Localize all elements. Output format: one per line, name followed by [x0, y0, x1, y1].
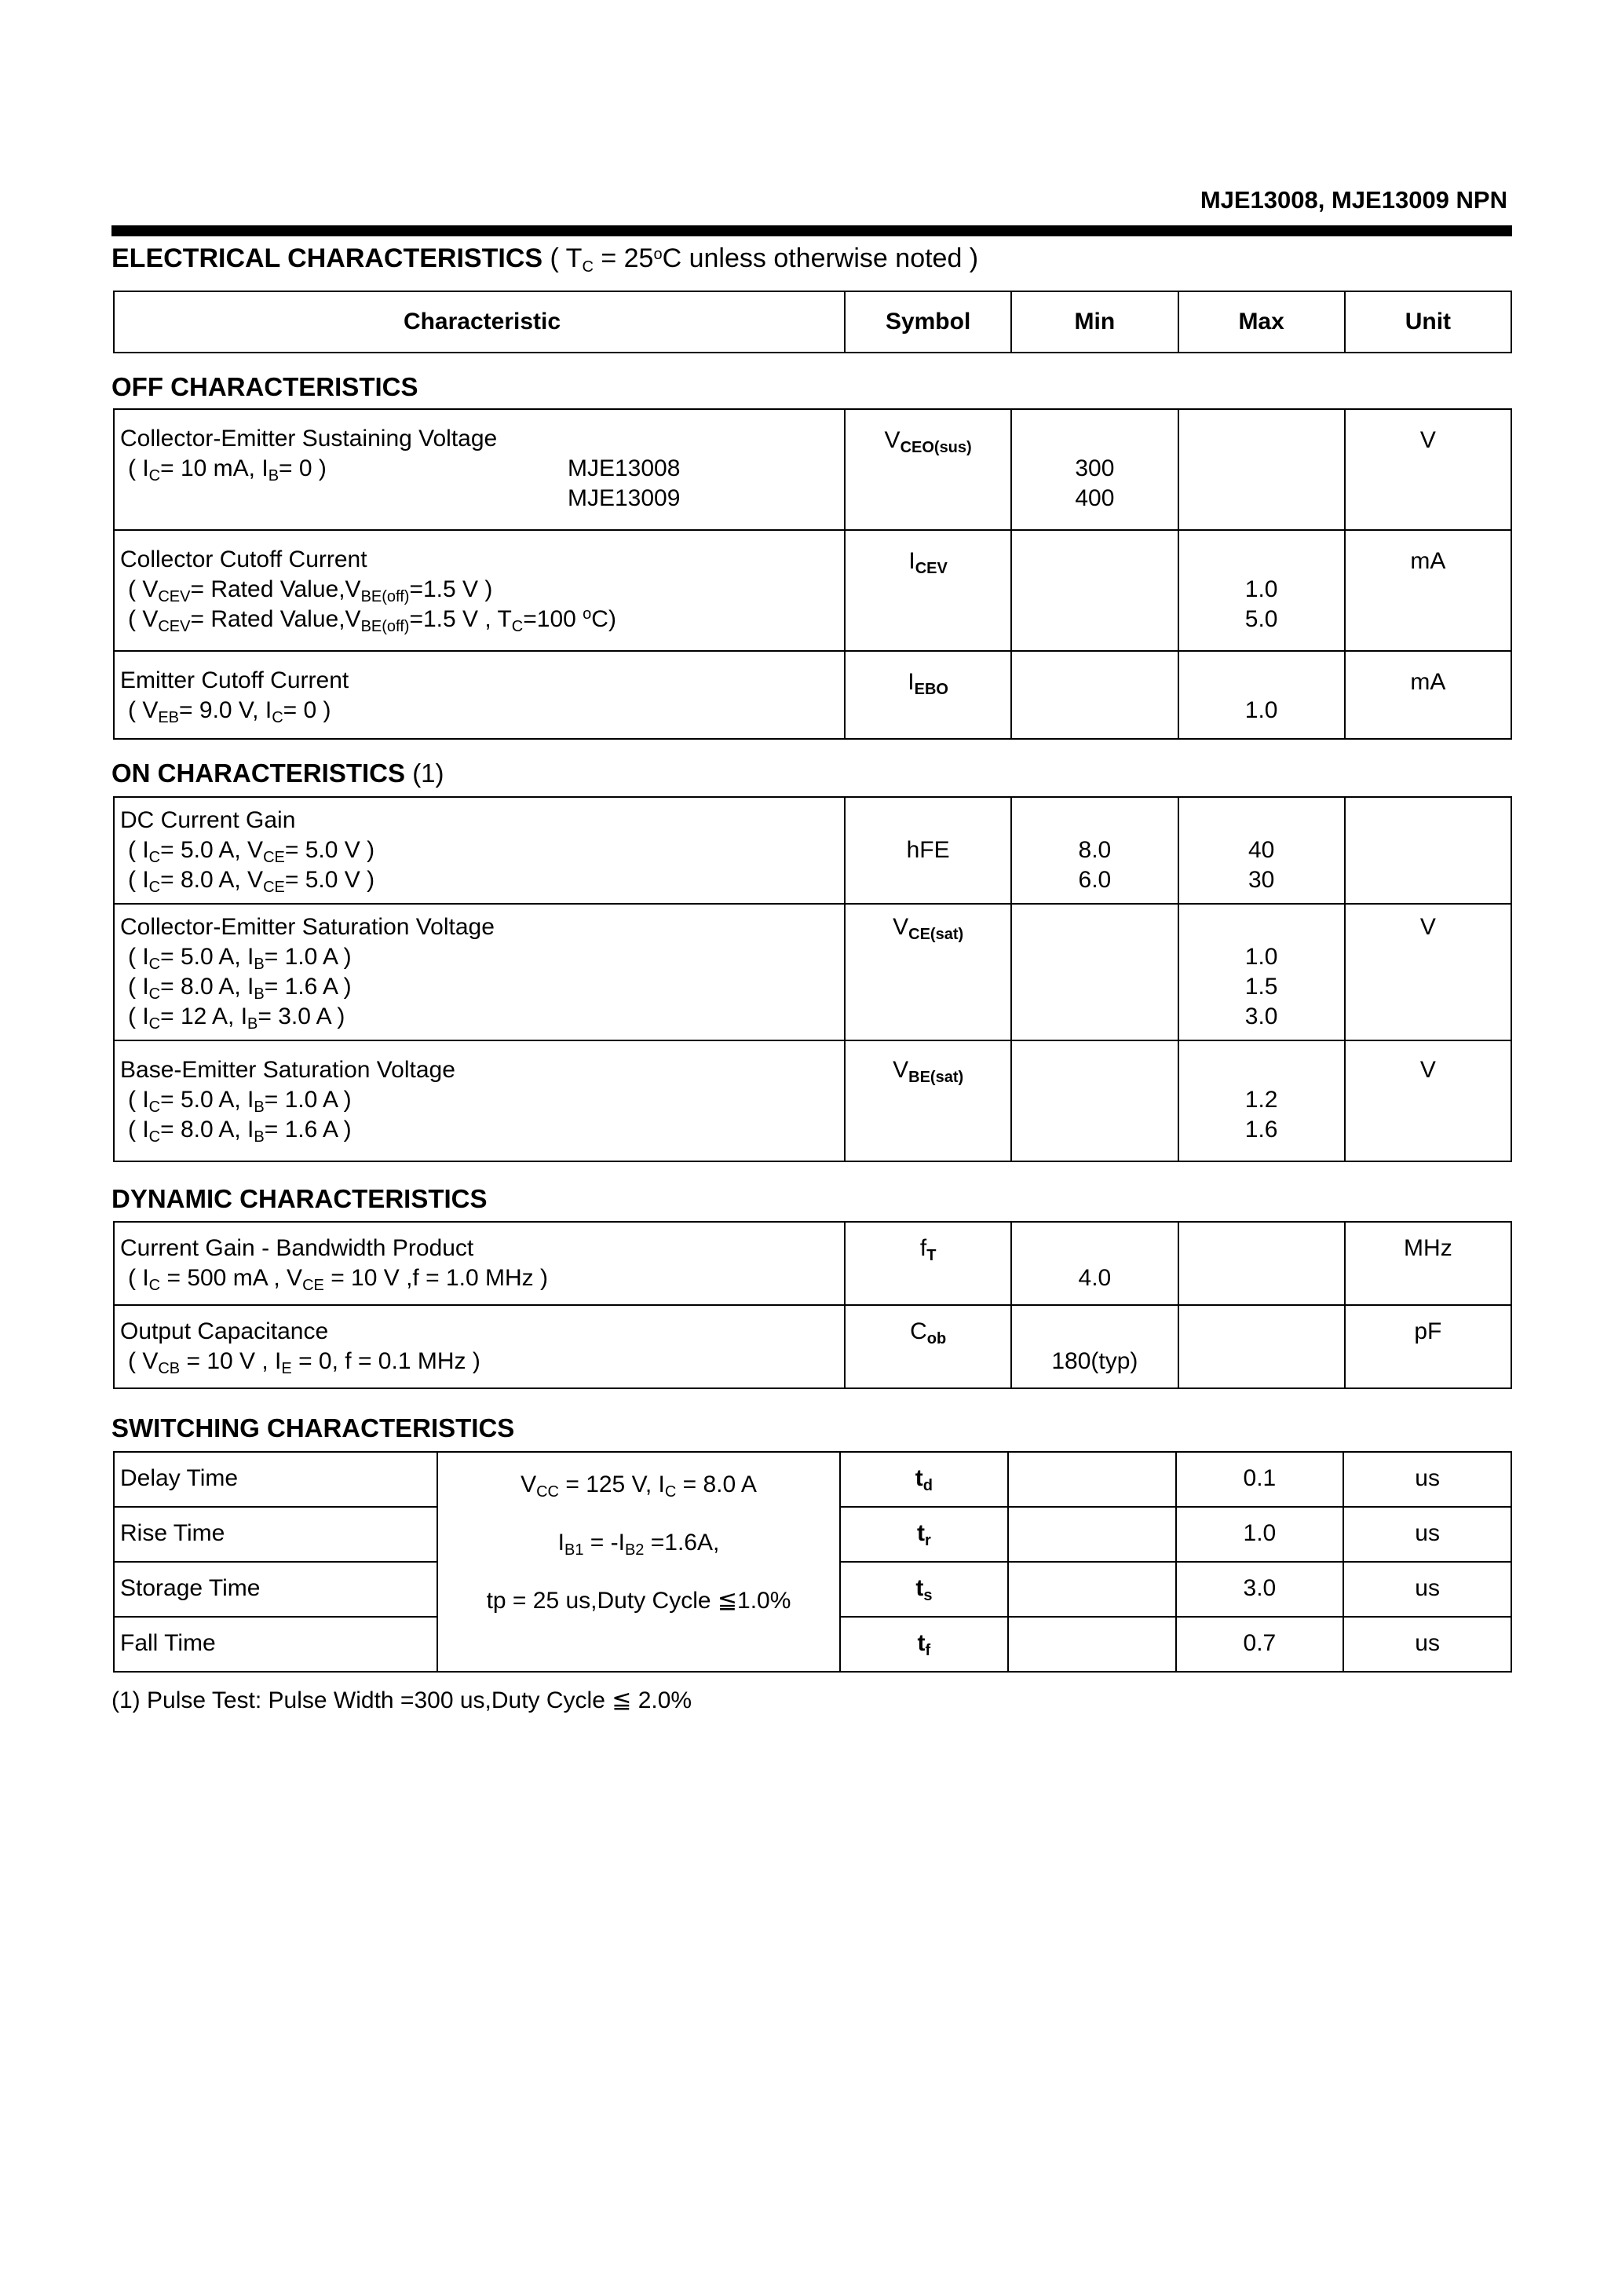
hfe-symbol: hFE: [845, 797, 1011, 904]
tr-unit: us: [1343, 1507, 1511, 1562]
title-condition: ( $T_C = 25^oC$ unless otherwise noted ): [550, 243, 979, 276]
iebo-max: 1.0: [1178, 651, 1345, 739]
ts-unit: us: [1343, 1562, 1511, 1617]
cob-cond: ( $V_{CB} = 10$ V , $I_E = 0$, f = 0.1 MHz ): [128, 1348, 480, 1377]
dynamic-table: [113, 1221, 1512, 1389]
title-main: ELECTRICAL CHARACTERISTICS: [111, 243, 543, 273]
td-max: 0.1: [1176, 1452, 1344, 1507]
section-on: ON CHARACTERISTICS (1): [111, 759, 444, 788]
vceo-cond: ( $I_C= 10$ mA, $I_B= 0$ ) MJE13008: [128, 455, 681, 484]
table-row: [114, 1305, 1511, 1388]
hfe-name: DC Current Gain: [120, 807, 296, 833]
table-row: [114, 904, 1511, 1040]
col-characteristic: Characteristic: [114, 291, 845, 353]
vceo-name: Collector-Emitter Sustaining Voltage: [120, 426, 498, 452]
on-table: [113, 796, 1512, 1162]
vbesat-max: 1.2 1.6: [1178, 1040, 1345, 1161]
rise-time-label: Rise Time: [114, 1507, 437, 1562]
col-max: Max: [1178, 291, 1345, 353]
header-table: [113, 291, 1512, 353]
vceo-symbol: $V_{CEO(sus)}$: [845, 409, 1011, 530]
cob-min: 180(typ): [1011, 1305, 1178, 1388]
tf-max: 0.7: [1176, 1617, 1344, 1672]
ft-min: 4.0: [1011, 1222, 1178, 1305]
vbesat-cond-2: ( $I_C= 8.0$ A, $I_B= 1.6$ A ): [128, 1117, 352, 1146]
ft-cond: ( $I_C = 500$ mA , $V_{CE} = 10$ V ,f = 1.0 MHz ): [128, 1265, 548, 1294]
section-off: OFF CHARACTERISTICS: [111, 372, 418, 401]
ft-name: Current Gain - Bandwidth Product: [120, 1235, 474, 1261]
vcesat-cond-3: ( $I_C= 12$ A, $I_B= 3.0$ A ): [128, 1004, 345, 1033]
vceo-device: MJE13009: [568, 485, 681, 511]
section-switching: SWITCHING CHARACTERISTICS: [111, 1413, 515, 1442]
icev-cond-2: ( $V_{CEV}=$ Rated $Value,V_{BE(off)}=1.5$ V , $T_C=100$ $^o$C): [128, 605, 616, 635]
col-min: Min: [1011, 291, 1178, 353]
hfe-cond-2: ( $I_C= 8.0$ A, $V_{CE}= 5.0$ V ): [128, 867, 375, 896]
delay-time-label: Delay Time: [114, 1452, 437, 1507]
icev-unit: mA: [1345, 530, 1511, 651]
vcesat-cond-1: ( $I_C= 5.0$ A, $I_B= 1.0$ A ): [128, 944, 352, 973]
cob-name: Output Capacitance: [120, 1318, 329, 1344]
vcesat-unit: V: [1345, 904, 1511, 1040]
hfe-cond-1: ( $I_C= 5.0$ A, $V_{CE}= 5.0$ V ): [128, 837, 375, 866]
table-row: [114, 1222, 1511, 1305]
icev-name: Collector Cutoff Current: [120, 547, 367, 572]
vbesat-unit: V: [1345, 1040, 1511, 1161]
cob-unit: pF: [1345, 1305, 1511, 1388]
vbesat-symbol: $V_{BE(sat)}$: [845, 1040, 1011, 1161]
tf-unit: us: [1343, 1617, 1511, 1672]
ts-max: 3.0: [1176, 1562, 1344, 1617]
table-row: [114, 1040, 1511, 1161]
table-row: [114, 1452, 1511, 1507]
td-unit: us: [1343, 1452, 1511, 1507]
vceo-unit: V: [1345, 409, 1511, 530]
vbesat-name: Base-Emitter Saturation Voltage: [120, 1057, 455, 1083]
page-title: [111, 243, 978, 274]
vbesat-cond-1: ( $I_C= 5.0$ A, $I_B= 1.0$ A ): [128, 1087, 352, 1116]
cob-symbol: $C_{ob}$: [845, 1305, 1011, 1388]
switching-conditions: $V_{CC} = 125$ V, $I_C = 8.0$ A $I_{B1} = -I_{B2} =1.6A$, tp = 25 us,Duty Cycle ≦1.0%: [437, 1452, 840, 1672]
iebo-name: Emitter Cutoff Current: [120, 667, 349, 693]
header-rule: [111, 225, 1512, 236]
off-table: [113, 408, 1512, 740]
icev-symbol: $I_{CEV}$: [845, 530, 1011, 651]
vceo-min: 300 400: [1011, 409, 1178, 530]
tf-symbol: $t_f$: [840, 1617, 1008, 1672]
storage-time-label: Storage Time: [114, 1562, 437, 1617]
icev-max: 1.0 5.0: [1178, 530, 1345, 651]
switching-table: [113, 1451, 1512, 1673]
hfe-min: 8.0 6.0: [1011, 797, 1178, 904]
td-symbol: $t_d$: [840, 1452, 1008, 1507]
tr-max: 1.0: [1176, 1507, 1344, 1562]
vcesat-symbol: $V_{CE(sat)}$: [845, 904, 1011, 1040]
iebo-unit: mA: [1345, 651, 1511, 739]
vcesat-max: 1.0 1.5 3.0: [1178, 904, 1345, 1040]
hfe-max: 40 30: [1178, 797, 1345, 904]
table-row: [114, 797, 1511, 904]
iebo-cond: ( $V_{EB}= 9.0$ V, $I_C= 0$ ): [128, 697, 331, 726]
table-row: [114, 409, 1511, 530]
ft-unit: MHz: [1345, 1222, 1511, 1305]
footnote: (1) Pulse Test: Pulse Width =300 us,Duty Cycle ≦ 2.0%: [111, 1687, 692, 1713]
iebo-symbol: $I_{EBO}$: [845, 651, 1011, 739]
table-row: [114, 530, 1511, 651]
icev-cond-1: ( $V_{CEV}=$ Rated $Value,V_{BE(off)}=1.5$ V ): [128, 576, 493, 605]
part-title: MJE13008, MJE13009 NPN: [1200, 186, 1507, 214]
tr-symbol: $t_r$: [840, 1507, 1008, 1562]
col-symbol: Symbol: [845, 291, 1011, 353]
ts-symbol: $t_s$: [840, 1562, 1008, 1617]
fall-time-label: Fall Time: [114, 1617, 437, 1672]
col-unit: Unit: [1345, 291, 1511, 353]
vcesat-name: Collector-Emitter Saturation Voltage: [120, 914, 495, 940]
section-dynamic: DYNAMIC CHARACTERISTICS: [111, 1184, 488, 1213]
vcesat-cond-2: ( $I_C= 8.0$ A, $I_B= 1.6$ A ): [128, 974, 352, 1003]
table-row: [114, 651, 1511, 739]
ft-symbol: $f_T$: [845, 1222, 1011, 1305]
